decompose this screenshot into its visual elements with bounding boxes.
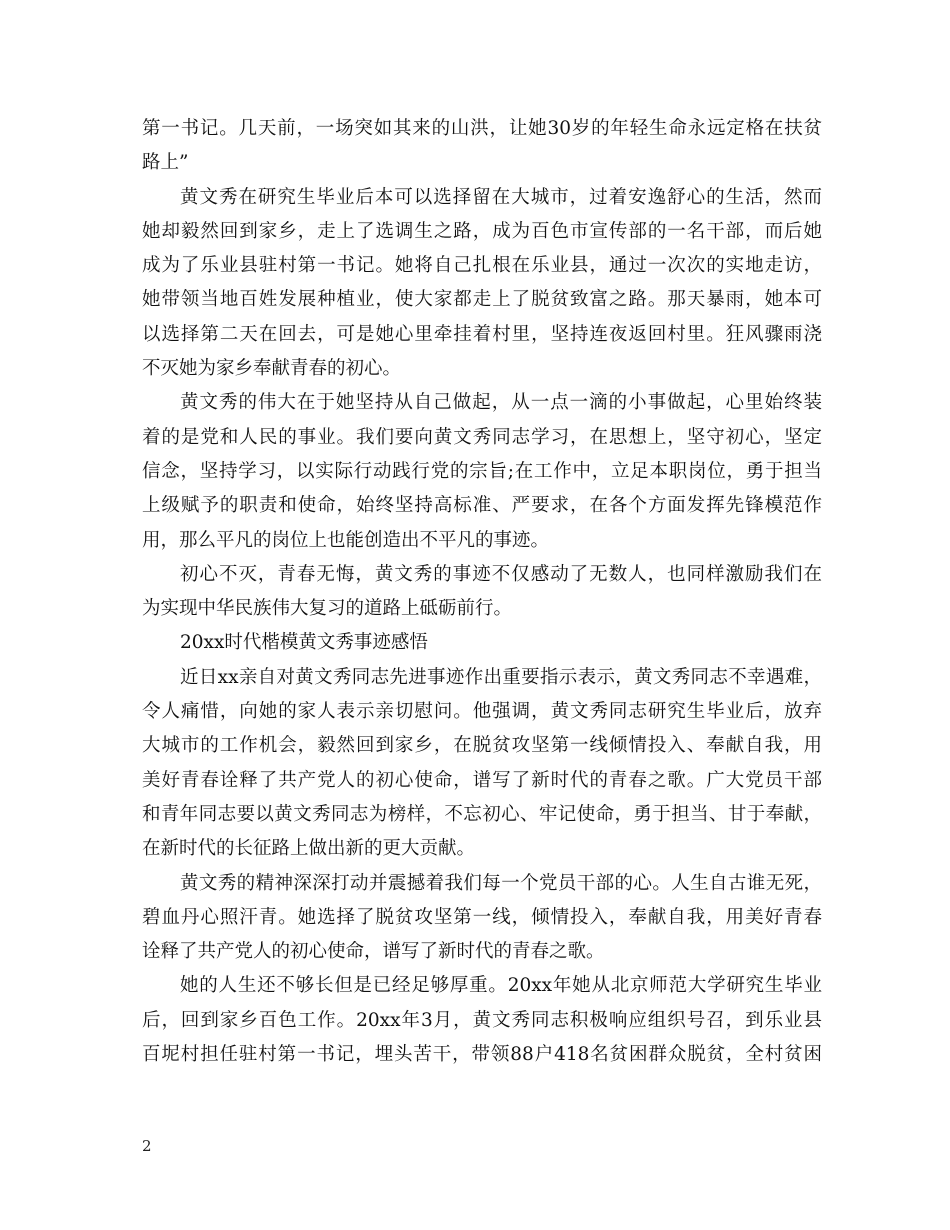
text-line: 令人痛惜，向她的家人表示亲切慰问。他强调，黄文秀同志研究生毕业后，放弃 (142, 701, 822, 723)
text-line: 路上” (142, 152, 189, 174)
text-line: 百坭村担任驻村第一书记，埋头苦干，带领88户418名贫困群众脱贫，全村贫困 (142, 1044, 822, 1066)
text-line: 第一书记。几天前，一场突如其来的山洪，让她30岁的年轻生命永远定格在扶贫 (142, 118, 822, 139)
text-line: 近日xx亲自对黄文秀同志先进事迹作出重要指示表示，黄文秀同志不幸遇难， (180, 666, 822, 688)
text-line: 碧血丹心照汗青。她选择了脱贫攻坚第一线，倾情投入，奉献自我，用美好青春 (142, 906, 822, 928)
text-line: 在新时代的长征路上做出新的更大贡献。 (142, 838, 476, 860)
text-line: 着的是党和人民的事业。我们要向黄文秀同志学习，在思想上，坚守初心，坚定 (142, 426, 822, 448)
text-line: 诠释了共产党人的初心使命，谱写了新时代的青春之歌。 (142, 941, 605, 963)
text-line: 用，那么平凡的岗位上也能创造出不平凡的事迹。 (142, 529, 550, 551)
text-line: 黄文秀在研究生毕业后本可以选择留在大城市，过着安逸舒心的生活，然而 (180, 186, 822, 208)
text-line: 和青年同志要以黄文秀同志为榜样，不忘初心、牢记使命，勇于担当、甘于奉献， (142, 803, 822, 825)
text-line: 黄文秀的伟大在于她坚持从自己做起，从一点一滴的小事做起，心里始终装 (180, 392, 822, 414)
text-line: 上级赋予的职责和使命，始终坚持高标准、严要求，在各个方面发挥先锋模范作 (142, 495, 822, 517)
body-text (142, 112, 822, 1072)
text-line: 后，回到家乡百色工作。20xx年3月，黄文秀同志积极响应组织号召，到乐业县 (142, 1009, 822, 1031)
text-line: 信念，坚持学习，以实际行动践行党的宗旨;在工作中，立足本职岗位，勇于担当 (142, 460, 822, 482)
text-line: 她带领当地百姓发展种植业，使大家都走上了脱贫致富之路。那天暴雨，她本可 (142, 289, 822, 311)
text-line: 成为了乐业县驻村第一书记。她将自己扎根在乐业县，通过一次次的实地走访， (142, 255, 822, 277)
text-line: 黄文秀的精神深深打动并震撼着我们每一个党员干部的心。人生自古谁无死， (180, 872, 822, 894)
text-line: 她却毅然回到家乡，走上了选调生之路，成为百色市宣传部的一名干部，而后她 (142, 220, 822, 242)
text-line: 初心不灭，青春无悔，黄文秀的事迹不仅感动了无数人，也同样激励我们在 (180, 563, 822, 585)
text-line: 不灭她为家乡奉献青春的初心。 (142, 358, 402, 380)
page-number: 2 (142, 1137, 152, 1155)
text-line: 为实现中华民族伟大复习的道路上砥砺前行。 (142, 598, 513, 620)
text-line: 她的人生还不够长但是已经足够厚重。20xx年她从北京师范大学研究生毕业 (180, 975, 822, 997)
text-line: 美好青春诠释了共产党人的初心使命，谱写了新时代的青春之歌。广大党员干部 (142, 769, 822, 791)
section-heading: 20xx时代楷模黄文秀事迹感悟 (180, 632, 428, 654)
text-line: 以选择第二天在回去，可是她心里牵挂着村里，坚持连夜返回村里。狂风骤雨浇 (142, 323, 822, 345)
text-line: 大城市的工作机会，毅然回到家乡，在脱贫攻坚第一线倾情投入、奉献自我，用 (142, 735, 822, 757)
